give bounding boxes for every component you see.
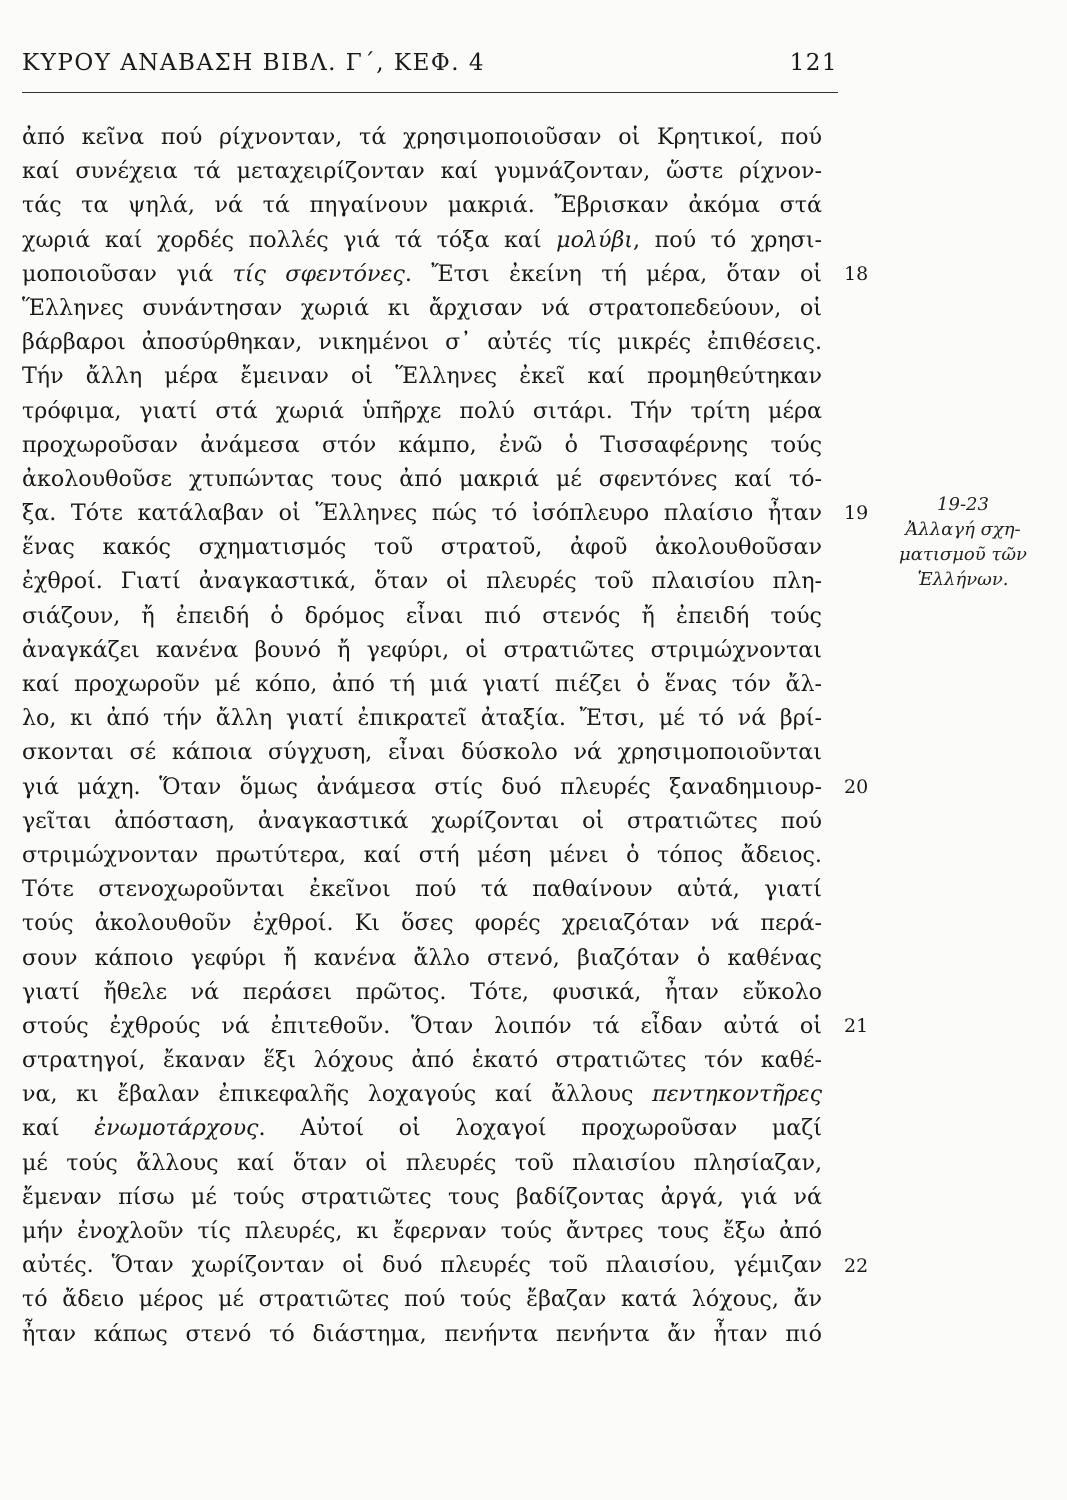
text-line: γιά μάχη. Ὅταν ὅμως ἀνάμεσα στίς δυό πλευρές ξαναδημιουρ- bbox=[22, 773, 822, 800]
text-line: καί συνέχεια τά μεταχειρίζονταν καί γυμνάζονταν, ὥστε ρίχνον- bbox=[22, 158, 822, 185]
text-line: ἀπό κεῖνα πού ρίχνονταν, τά χρησιμοποιοῦσαν οἱ Κρητικοί, πού bbox=[22, 124, 822, 150]
text-line: Ἕλληνες συνάντησαν χωριά κι ἄρχισαν νά στρατοπεδεύουν, οἱ bbox=[22, 294, 822, 321]
running-title: ΚΥΡΟΥ ΑΝΑΒΑΣΗ ΒΙΒΛ. Γ΄, ΚΕΦ. 4 bbox=[22, 50, 485, 76]
text-line: βάρβαροι ἀποσύρθηκαν, νικημένοι σ᾽ αὐτές τίς μικρές ἐπιθέσεις. bbox=[22, 329, 822, 356]
text-line: τούς ἀκολουθοῦν ἐχθροί. Κι ὅσες φορές χρειαζόταν νά περά- bbox=[22, 910, 822, 937]
text-line: σιάζουν, ἤ ἐπειδή ὁ δρόμος εἶναι πιό στενός ἤ ἐπειδή τούς bbox=[22, 602, 822, 629]
text-line: λο, κι ἀπό τήν ἄλλη γιατί ἐπικρατεῖ ἀταξία. Ἔτσι, μέ τό νά βρί- bbox=[22, 705, 822, 732]
text-line: σουν κάποιο γεφύρι ἤ κανένα ἄλλο στενό, βιαζόταν ὁ καθένας bbox=[22, 944, 822, 971]
section-number: 21 bbox=[844, 1015, 869, 1038]
italic-term: ἐνωμοτάρχους bbox=[94, 1115, 259, 1142]
text-run: χωριά καί χορδές πολλές γιά τά τόξα καί bbox=[22, 226, 557, 253]
running-header bbox=[22, 50, 838, 86]
text-line: στούς ἐχθρούς νά ἐπιτεθοῦν. Ὅταν λοιπόν τά εἶδαν αὐτά οἱ bbox=[22, 1012, 822, 1039]
text-line: ἕνας κακός σχηματισμός τοῦ στρατοῦ, ἀφοῦ ἀκολουθοῦσαν bbox=[22, 534, 822, 561]
margin-note-line: Ἀλλαγή σχη- bbox=[905, 519, 1021, 540]
text-line bbox=[22, 257, 822, 291]
text-line bbox=[22, 223, 822, 257]
section-number: 18 bbox=[844, 262, 869, 285]
text-line: τό ἄδειο μέρος μέ στρατιῶτες πού τούς ἔβαζαν κατά λόχους, ἄν bbox=[22, 1286, 822, 1313]
text-line: ἔμεναν πίσω μέ τούς στρατιῶτες τους βαδίζοντας ἀργά, γιά νά bbox=[22, 1183, 822, 1210]
text-line: τρόφιμα, γιατί στά χωριά ὑπῆρχε πολύ σιτάρι. Τήν τρίτη μέρα bbox=[22, 397, 822, 424]
text-run: μοποιοῦσαν γιά bbox=[22, 260, 233, 287]
margin-note-line: Ἑλλήνων. bbox=[917, 569, 1009, 590]
text-line: στρατηγοί, ἔκαναν ἕξι λόχους ἀπό ἑκατό στρατιῶτες τόν καθέ- bbox=[22, 1047, 822, 1074]
text-line bbox=[22, 1077, 822, 1111]
text-line: μέ τούς ἄλλους καί ὅταν οἱ πλευρές τοῦ πλαισίου πλησίαζαν, bbox=[22, 1149, 822, 1176]
text-line: ξα. Τότε κατάλαβαν οἱ Ἕλληνες πώς τό ἰσόπλευρο πλαίσιο ἦταν bbox=[22, 500, 822, 527]
section-number: 19 bbox=[844, 502, 869, 525]
text-line: ἐχθροί. Γιατί ἀναγκαστικά, ὅταν οἱ πλευρές τοῦ πλαισίου πλη- bbox=[22, 568, 822, 595]
text-line: ἀναγκάζει κανένα βουνό ἤ γεφύρι, οἱ στρατιῶτες στριμώχνονται bbox=[22, 636, 822, 663]
section-number: 20 bbox=[844, 775, 869, 798]
text-line: προχωροῦσαν ἀνάμεσα στόν κάμπο, ἐνῶ ὁ Τισσαφέρνης τούς bbox=[22, 431, 822, 458]
text-line: στριμώχνονταν πρωτύτερα, καί στή μέση μένει ὁ τόπος ἄδειος. bbox=[22, 841, 822, 868]
text-run: να, κι ἔβαλαν ἐπικεφαλῆς λοχαγούς καί ἄλλους bbox=[22, 1081, 653, 1108]
margin-note-line: ματισμοῦ τῶν bbox=[899, 544, 1027, 565]
text-line bbox=[22, 1111, 822, 1145]
text-line: τάς τα ψηλά, νά τά πηγαίνουν μακριά. Ἔβρισκαν ἀκόμα στά bbox=[22, 192, 822, 219]
italic-term: μολύβι bbox=[556, 226, 634, 253]
body-text bbox=[22, 120, 822, 1351]
text-line: γιατί ἤθελε νά περάσει πρῶτος. Τότε, φυσικά, ἦταν εὔκολο bbox=[22, 978, 822, 1005]
text-line: καί προχωροῦν μέ κόπο, ἀπό τή μιά γιατί πιέζει ὁ ἕνας τόν ἄλ- bbox=[22, 671, 822, 697]
text-line: γεῖται ἀπόσταση, ἀναγκαστικά χωρίζονται οἱ στρατιῶτες πού bbox=[22, 807, 822, 834]
text-line: αὐτές. Ὅταν χωρίζονταν οἱ δυό πλευρές τοῦ πλαισίου, γέμιζαν bbox=[22, 1252, 822, 1279]
text-line: Τήν ἄλλη μέρα ἔμειναν οἱ Ἕλληνες ἐκεῖ καί προμηθεύτηκαν bbox=[22, 363, 822, 390]
text-line: ἀκολουθοῦσε χτυπώντας τους ἀπό μακριά μέ σφεντόνες καί τό- bbox=[22, 465, 822, 492]
text-line: σκονται σέ κάποια σύγχυση, εἶναι δύσκολο νά χρησιμοποιοῦνται bbox=[22, 739, 822, 766]
page-number: 121 bbox=[789, 50, 838, 76]
text-run: καί bbox=[22, 1115, 95, 1142]
text-line: Τότε στενοχωροῦνται ἐκεῖνοι πού τά παθαίνουν αὐτά, γιατί bbox=[22, 876, 822, 903]
italic-term: πεντηκοντῆρες bbox=[652, 1081, 822, 1108]
header-rule bbox=[22, 92, 838, 93]
text-run: . Αὐτοί οἱ λοχαγοί προχωροῦσαν μαζί bbox=[258, 1115, 822, 1142]
section-number: 22 bbox=[844, 1254, 869, 1277]
text-run: , πού τό χρησι- bbox=[633, 226, 822, 253]
italic-term: τίς σφεντόνες bbox=[232, 260, 405, 287]
margin-note-range: 19-23 bbox=[937, 494, 989, 515]
text-line: ἦταν κάπως στενό τό διάστημα, πενήντα πενήντα ἄν ἦταν πιό bbox=[22, 1320, 822, 1347]
margin-note bbox=[878, 492, 1048, 592]
text-line: μήν ἐνοχλοῦν τίς πλευρές, κι ἔφερναν τούς ἄντρες τους ἔξω ἀπό bbox=[22, 1218, 822, 1244]
text-run: . Ἔτσι ἐκείνη τή μέρα, ὅταν οἱ bbox=[404, 260, 822, 287]
